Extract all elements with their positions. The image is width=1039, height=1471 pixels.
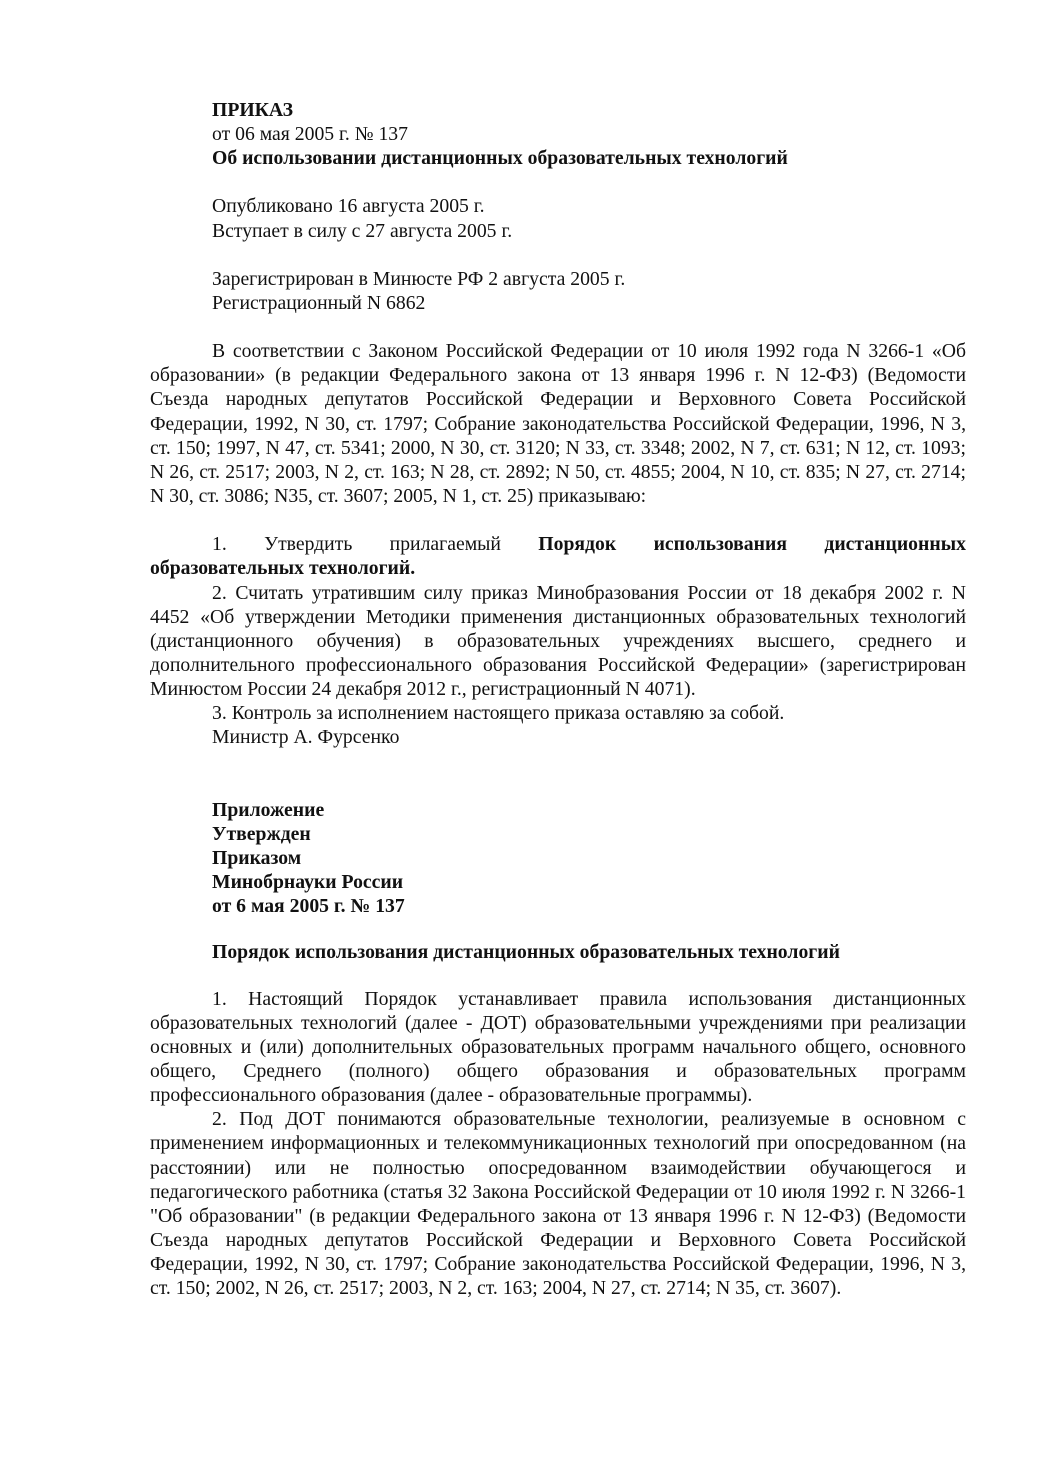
order-point-1 <box>150 532 966 580</box>
order-point-1-bold-word-3: дистанционных <box>824 533 966 556</box>
order-point-1-continuation: образовательных технологий. <box>150 557 416 580</box>
appendix-line-3: Приказом <box>212 846 302 869</box>
publication-info <box>150 194 966 242</box>
order-point-1-number: 1. <box>212 533 227 556</box>
order-point-1-bold-word-2: использования <box>653 533 787 556</box>
minister-signature: Министр А. Фурсенко <box>212 726 400 749</box>
appendix-line-5: от 6 мая 2005 г. № 137 <box>212 895 405 918</box>
order-point-1-word-2: прилагаемый <box>389 533 501 556</box>
appendix-line-1: Приложение <box>212 798 325 821</box>
order-point-1-first-line <box>212 532 966 556</box>
order-number-line: от 06 мая 2005 г. № 137 <box>212 123 408 146</box>
order-title: ПРИКАЗ <box>212 99 294 121</box>
order-point-1-bold-word-1: Порядок <box>538 533 617 556</box>
order-header <box>150 98 966 170</box>
procedure-title: Порядок использования дистанционных образовательных технологий <box>212 941 840 964</box>
document-page <box>150 98 966 1301</box>
registration-date: Зарегистрирован в Минюсте РФ 2 августа 2005 г. <box>212 267 626 290</box>
preamble-paragraph: В соответствии с Законом Российской Федерации от 10 июля 1992 года N 3266-1 «Об образовании» (в редакции Федерального закона от 13 января 1996 г. N 12-ФЗ) (Ведомости Съезда народных депутатов Российской Федерации и Верховного Совета Российской Федерации, 1992, N 30, ст. 1797; Собрание законодательства Российской Федерации, 1996, N 3, ст. 150; 1997, N 47, ст. 5341; 2000, N 30, ст. 3120; N 33, ст. 3348; 2002, N 7, ст. 631; N 12, ст. 1093; N 26, ст. 2517; 2003, N 2, ст. 163; N 28, ст. 2892; N 50, ст. 4855; 2004, N 10, ст. 835; N 27, ст. 2714; N 30, ст. 3086; N35, ст. 3607; 2005, N 1, ст. 25) приказываю: <box>150 340 966 508</box>
published-date: Опубликовано 16 августа 2005 г. <box>212 195 485 218</box>
appendix-line-2: Утвержден <box>212 822 311 845</box>
effective-date: Вступает в силу с 27 августа 2005 г. <box>212 219 513 242</box>
appendix-line-4: Минобрнауки России <box>212 871 404 894</box>
order-point-3: 3. Контроль за исполнением настоящего приказа оставляю за собой. <box>212 702 785 725</box>
procedure-paragraph-2: 2. Под ДОТ понимаются образовательные технологии, реализуемые в основном с применением информационных и телекоммуникационных технологий при опосредованном (на расстоянии) или не полностью опосредованном взаимодействии обучающегося и педагогического работника (статья 32 Закона Российской Федерации от 10 июля 1992 г. N 3266-1 "Об образовании" (в редакции Федерального закона от 13 января 1996 г. N 12-ФЗ) (Ведомости Съезда народных депутатов Российской Федерации и Верховного Совета Российской Федерации, 1992, N 30, ст. 1797; Собрание законодательства Российской Федерации, 1996, N 3, ст. 150; 2002, N 26, ст. 2517; 2003, N 2, ст. 163; 2004, N 27, ст. 2714; N 35, ст. 3607). <box>150 1108 966 1300</box>
procedure-paragraph-1: 1. Настоящий Порядок устанавливает правила использования дистанционных образовательных технологий (далее - ДОТ) образовательными учреждениями при реализации основных и (или) дополнительных образовательных программ начального общего, основного общего, Среднего (полного) общего образования и образовательных программ профессионального образования (далее - образовательные программы). <box>150 987 966 1107</box>
appendix-header <box>150 798 966 919</box>
order-point-1-word-1: Утвердить <box>264 533 353 556</box>
registration-number: Регистрационный N 6862 <box>212 291 426 314</box>
order-point-2: 2. Считать утратившим силу приказ Минобразования России от 18 декабря 2002 г. N 4452 «Об утверждении Методики применения дистанционных образовательных технологий (дистанционного обучения) в образовательных учреждениях высшего, среднего и дополнительного профессионального образования Российской Федерации» (зарегистрирован Минюстом России 24 декабря 2012 г., регистрационный N 4071). <box>150 581 966 701</box>
order-subject: Об использовании дистанционных образовательных технологий <box>212 147 788 170</box>
registration-info <box>150 267 966 315</box>
